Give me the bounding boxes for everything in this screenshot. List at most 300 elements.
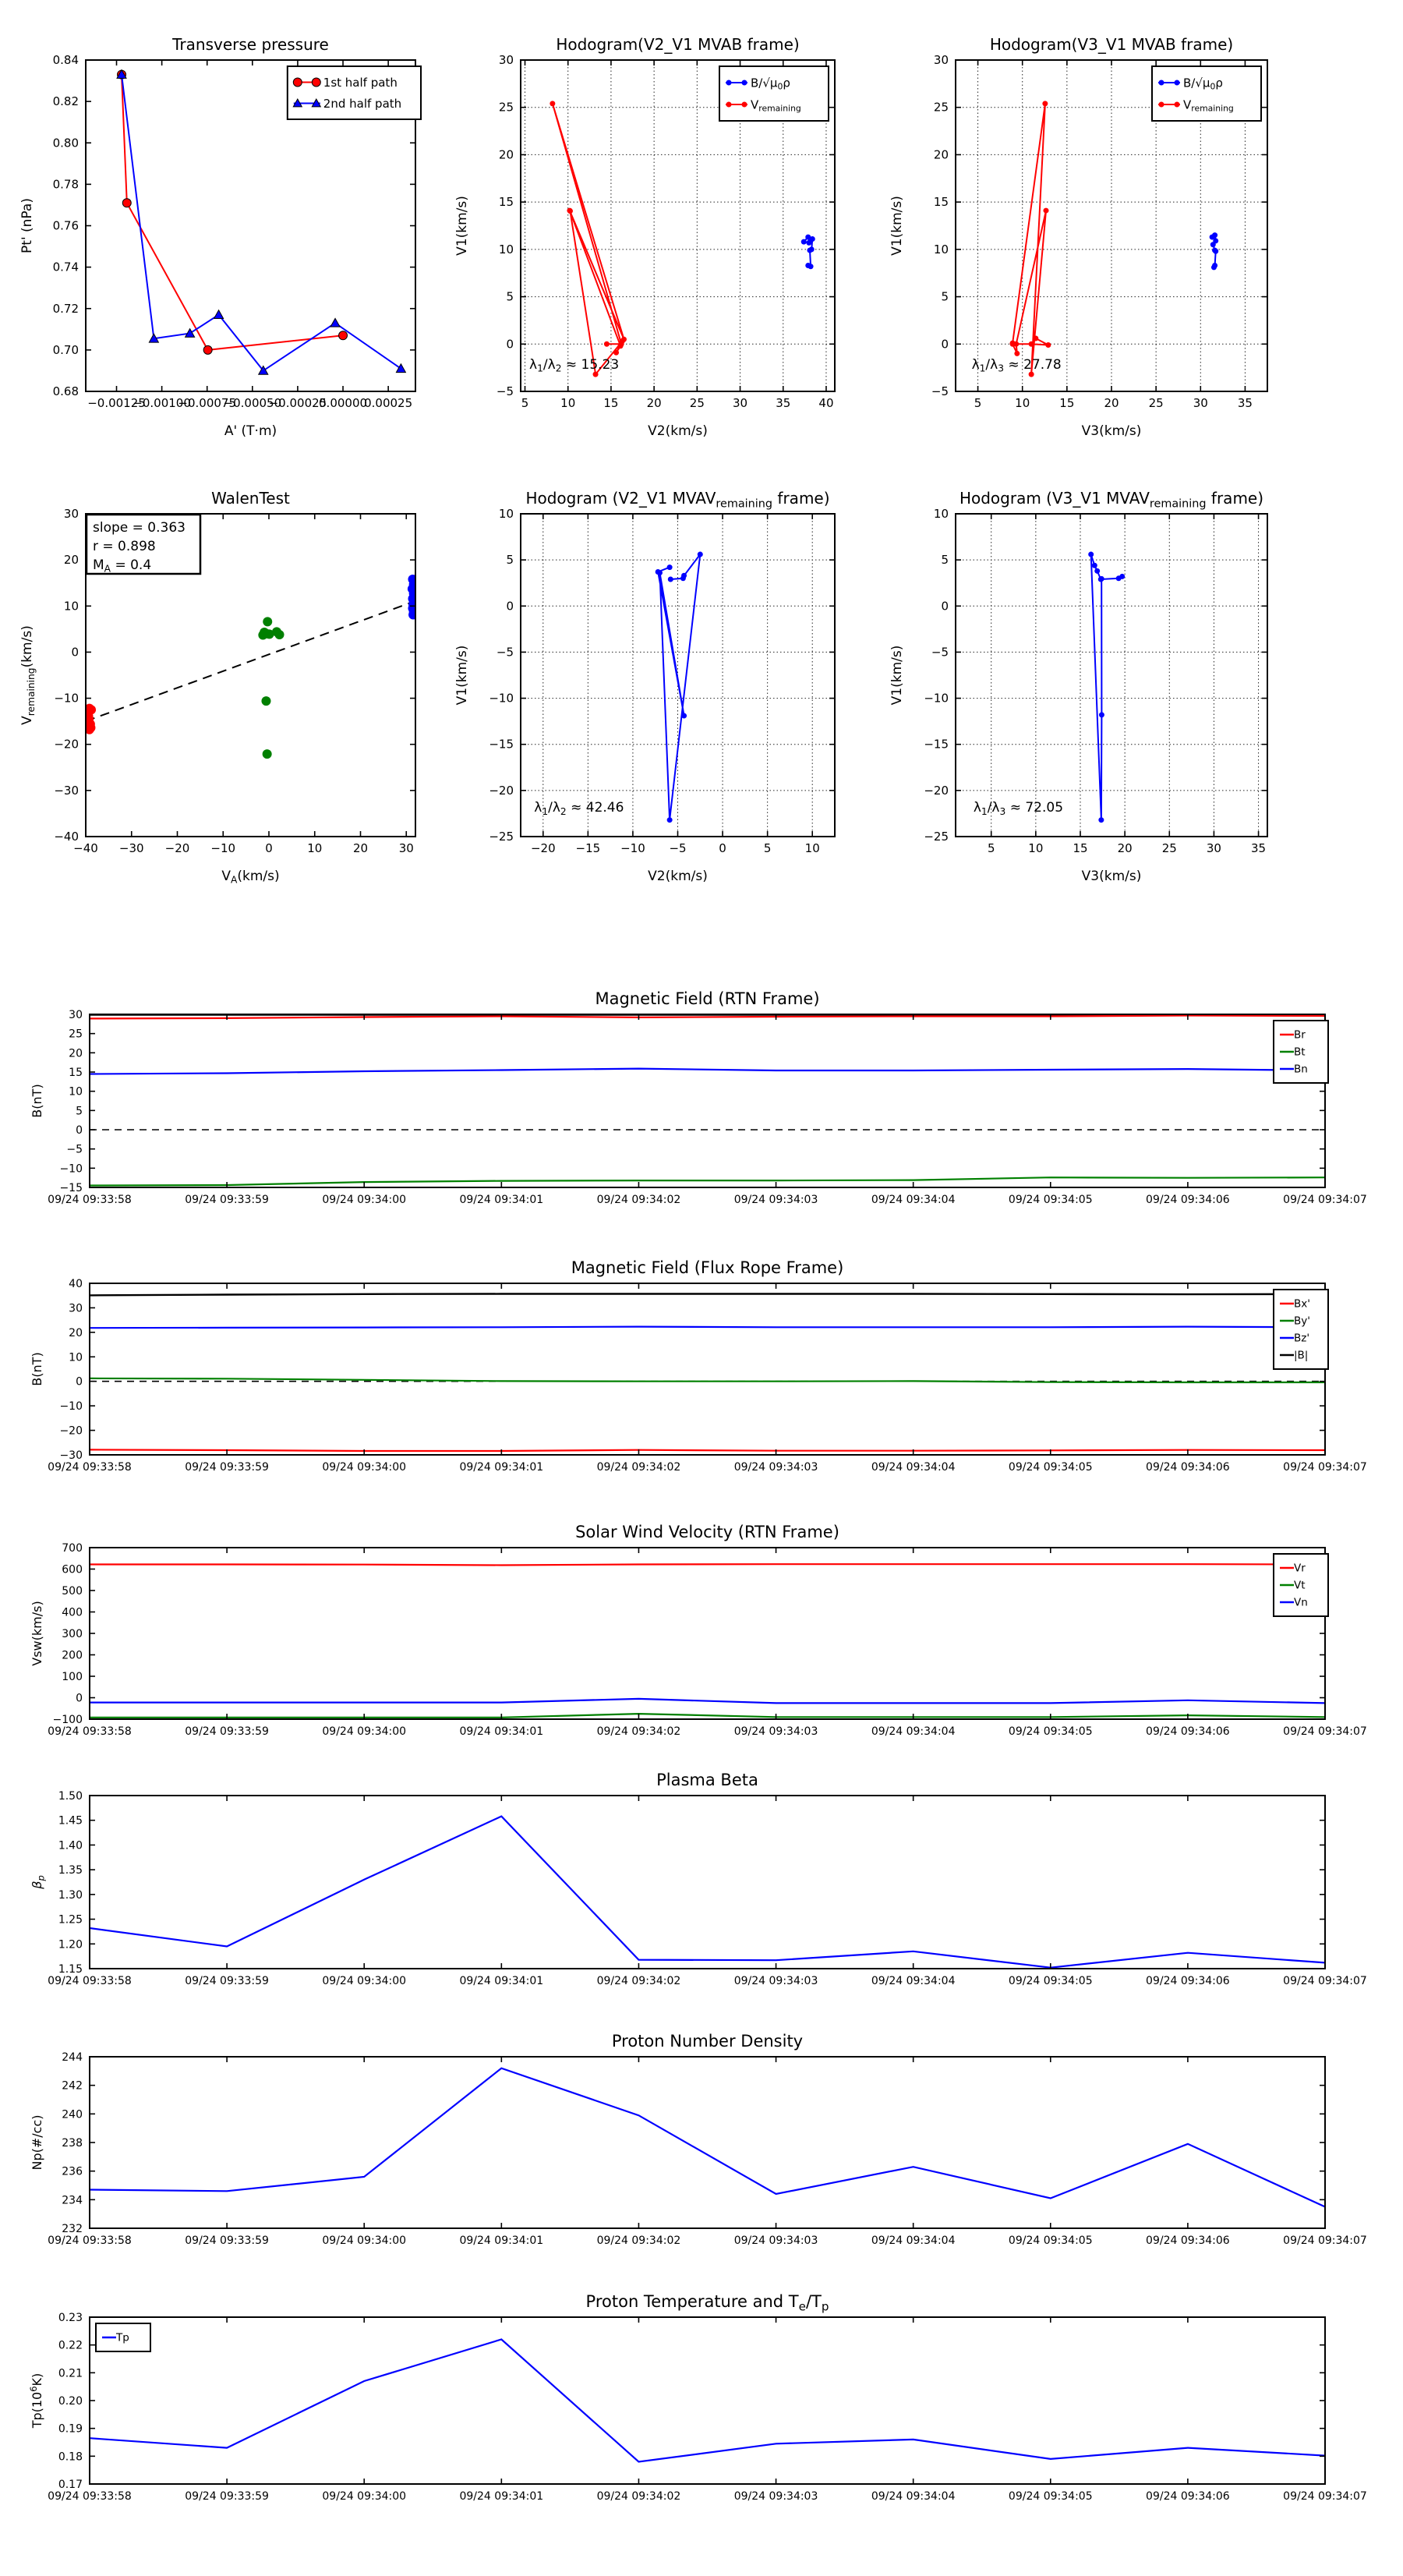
svg-text:09/24 09:34:00: 09/24 09:34:00 (322, 1194, 407, 1206)
tick-labels (48, 1278, 1367, 1474)
svg-text:−100: −100 (52, 1714, 83, 1726)
legend-label: $B/√\mu_0\rho$ (751, 76, 790, 92)
svg-text:0: 0 (76, 1124, 83, 1137)
svg-text:−10: −10 (489, 691, 514, 706)
series-Vt (90, 1714, 1325, 1718)
legend-label: By' (1294, 1315, 1310, 1328)
svg-text:09/24 09:34:01: 09/24 09:34:01 (459, 1194, 544, 1206)
chart-title: Magnetic Field (RTN Frame) (595, 989, 820, 1008)
legend (1274, 1554, 1328, 1616)
svg-text:0.74: 0.74 (52, 260, 79, 274)
svg-text:20: 20 (352, 841, 369, 855)
svg-text:09/24 09:34:07: 09/24 09:34:07 (1283, 1461, 1367, 1474)
chart-hodogram-v2v1-mvab (454, 35, 835, 439)
svg-text:09/24 09:34:03: 09/24 09:34:03 (733, 2490, 818, 2503)
chart-velocity-rtn (30, 1523, 1367, 1738)
markers-b-alfven-path (801, 235, 815, 270)
svg-text:0.22: 0.22 (58, 2339, 83, 2352)
svg-text:09/24 09:34:05: 09/24 09:34:05 (1008, 1975, 1093, 1987)
svg-text:09/24 09:34:03: 09/24 09:34:03 (733, 1975, 818, 1987)
legend-label: Bz' (1294, 1332, 1310, 1345)
svg-text:09/24 09:34:06: 09/24 09:34:06 (1146, 2490, 1230, 2503)
axes-border (90, 2057, 1325, 2228)
axis-ticks (90, 2057, 1325, 2228)
chart-title: Plasma Beta (656, 1771, 758, 1789)
svg-text:5: 5 (76, 1105, 83, 1118)
svg-text:09/24 09:34:04: 09/24 09:34:04 (871, 1194, 956, 1206)
svg-text:−40: −40 (73, 841, 98, 855)
svg-text:09/24 09:33:58: 09/24 09:33:58 (48, 1975, 132, 1987)
svg-text:10: 10 (69, 1351, 83, 1364)
axis-ticks (956, 514, 1267, 837)
svg-text:0.17: 0.17 (58, 2479, 83, 2491)
y-axis-label: V1(km/s) (454, 196, 470, 256)
svg-text:0: 0 (941, 337, 949, 352)
svg-text:5: 5 (974, 396, 982, 410)
svg-text:30: 30 (498, 53, 514, 67)
svg-text:10: 10 (560, 396, 576, 410)
chart-title: Hodogram(V3_V1 MVAB frame) (989, 35, 1234, 54)
info-box (87, 515, 200, 575)
series-group (90, 2068, 1325, 2207)
svg-text:0.76: 0.76 (52, 218, 79, 233)
svg-text:0.00000: 0.00000 (319, 396, 368, 410)
svg-text:−10: −10 (924, 691, 949, 706)
svg-text:09/24 09:34:04: 09/24 09:34:04 (871, 1975, 956, 1987)
svg-text:09/24 09:34:04: 09/24 09:34:04 (871, 1461, 956, 1474)
axis-ticks (90, 1014, 1325, 1187)
svg-text:−30: −30 (54, 783, 79, 798)
svg-text:200: 200 (62, 1649, 83, 1662)
svg-text:09/24 09:34:07: 09/24 09:34:07 (1283, 1194, 1367, 1206)
svg-text:09/24 09:34:05: 09/24 09:34:05 (1008, 1461, 1093, 1474)
legend (1274, 1290, 1328, 1369)
legend-label: |B| (1294, 1349, 1309, 1362)
svg-text:35: 35 (1251, 841, 1267, 855)
series-group (1088, 552, 1125, 823)
series-group (90, 1294, 1325, 1452)
axes-border (90, 1014, 1325, 1187)
svg-text:−30: −30 (118, 841, 144, 855)
chart-title: Hodogram (V3_V1 $MVAV_{remaining}$ frame) (959, 489, 1264, 511)
svg-text:09/24 09:33:59: 09/24 09:33:59 (185, 2235, 269, 2247)
svg-text:242: 242 (62, 2079, 83, 2093)
svg-text:−15: −15 (489, 737, 514, 752)
annotation: $\lambda_1/\lambda_2 \approx 42.46$ (534, 800, 624, 817)
svg-text:09/24 09:34:01: 09/24 09:34:01 (459, 2490, 544, 2503)
svg-text:09/24 09:34:06: 09/24 09:34:06 (1146, 2235, 1230, 2247)
svg-text:−20: −20 (530, 841, 556, 855)
svg-text:20: 20 (646, 396, 662, 410)
svg-text:0.78: 0.78 (52, 177, 79, 192)
svg-text:0.68: 0.68 (52, 384, 79, 398)
svg-text:09/24 09:34:02: 09/24 09:34:02 (596, 2235, 681, 2247)
svg-text:10: 10 (69, 1085, 83, 1099)
svg-text:09/24 09:34:03: 09/24 09:34:03 (733, 2235, 818, 2247)
svg-text:1.30: 1.30 (58, 1888, 83, 1902)
svg-text:09/24 09:34:00: 09/24 09:34:00 (322, 1725, 407, 1738)
series-Tp (90, 2340, 1325, 2462)
series-Vn (90, 1699, 1325, 1704)
svg-text:400: 400 (62, 1606, 83, 1619)
y-axis-label: B(nT) (30, 1084, 44, 1118)
svg-text:09/24 09:34:01: 09/24 09:34:01 (459, 1975, 544, 1987)
legend (1152, 66, 1261, 121)
y-axis-label: V1(km/s) (889, 196, 905, 256)
chart-hodogram-v3v1-mvav (889, 489, 1267, 884)
svg-text:600: 600 (62, 1563, 83, 1576)
svg-text:0.23: 0.23 (58, 2312, 83, 2324)
svg-text:10: 10 (498, 242, 514, 257)
svg-text:09/24 09:34:07: 09/24 09:34:07 (1283, 2235, 1367, 2247)
svg-text:−10: −10 (59, 1400, 83, 1414)
legend-label: 2nd half path (323, 96, 402, 111)
svg-text:09/24 09:34:00: 09/24 09:34:00 (322, 2490, 407, 2503)
svg-text:5: 5 (506, 553, 514, 568)
series-Bt (90, 1177, 1325, 1185)
series-group (656, 552, 703, 823)
svg-text:09/24 09:33:58: 09/24 09:33:58 (48, 2490, 132, 2503)
svg-text:09/24 09:33:59: 09/24 09:33:59 (185, 1194, 269, 1206)
svg-text:30: 30 (933, 53, 949, 67)
svg-text:10: 10 (804, 841, 820, 855)
svg-text:0.72: 0.72 (52, 301, 79, 316)
svg-text:−10: −10 (620, 841, 645, 855)
svg-text:−20: −20 (924, 783, 949, 798)
chart-hodogram-v3v1-mvab (889, 35, 1267, 439)
svg-text:0.20: 0.20 (58, 2395, 83, 2408)
svg-text:244: 244 (62, 2051, 83, 2064)
svg-text:20: 20 (69, 1326, 83, 1339)
svg-text:09/24 09:34:02: 09/24 09:34:02 (596, 1194, 681, 1206)
markers-v-remaining-path (1010, 101, 1051, 377)
series-Bx-prime (90, 1449, 1325, 1451)
chart-mag-rtn (30, 989, 1367, 1206)
axis-ticks (90, 1548, 1325, 1719)
legend-label: $V_{remaining}$ (751, 97, 801, 114)
svg-text:0.19: 0.19 (58, 2422, 83, 2436)
svg-text:−0.00075: −0.00075 (178, 396, 237, 410)
svg-text:09/24 09:34:03: 09/24 09:34:03 (733, 1461, 818, 1474)
series-group (90, 2340, 1325, 2462)
chart-title: Proton Number Density (611, 2032, 804, 2051)
svg-text:−20: −20 (489, 783, 514, 798)
svg-text:25: 25 (498, 100, 514, 115)
legend-label: Vn (1294, 1596, 1308, 1609)
svg-text:−5: −5 (66, 1143, 83, 1156)
svg-text:100: 100 (62, 1671, 83, 1683)
tick-labels (48, 1009, 1367, 1206)
svg-text:09/24 09:34:07: 09/24 09:34:07 (1283, 2490, 1367, 2503)
chart-mag-fluxrope (30, 1258, 1367, 1474)
chart-title: Solar Wind Velocity (RTN Frame) (575, 1523, 839, 1541)
axes-border (90, 1548, 1325, 1719)
svg-text:15: 15 (933, 195, 949, 210)
svg-text:−10: −10 (59, 1162, 83, 1176)
legend-label: Vt (1294, 1579, 1306, 1592)
chart-title: Magnetic Field (Flux Rope Frame) (571, 1258, 844, 1277)
axis-ticks (90, 1796, 1325, 1969)
legend (288, 66, 421, 119)
legend-label: Bx' (1294, 1297, 1310, 1311)
svg-text:09/24 09:33:58: 09/24 09:33:58 (48, 2235, 132, 2247)
legend-label: Bt (1294, 1046, 1306, 1059)
svg-text:09/24 09:34:03: 09/24 09:34:03 (733, 1194, 818, 1206)
svg-text:09/24 09:34:04: 09/24 09:34:04 (871, 2235, 956, 2247)
axis-ticks (90, 1283, 1325, 1455)
svg-text:240: 240 (62, 2108, 83, 2121)
svg-text:−5: −5 (669, 841, 687, 855)
svg-text:15: 15 (69, 1067, 83, 1079)
svg-text:20: 20 (1104, 396, 1119, 410)
svg-text:09/24 09:33:59: 09/24 09:33:59 (185, 1461, 269, 1474)
svg-text:1.35: 1.35 (58, 1864, 83, 1877)
svg-text:09/24 09:34:05: 09/24 09:34:05 (1008, 2490, 1093, 2503)
svg-text:09/24 09:33:59: 09/24 09:33:59 (185, 1725, 269, 1738)
svg-text:15: 15 (603, 396, 619, 410)
x-axis-label: V3(km/s) (1081, 423, 1142, 439)
chart-transverse-pressure (19, 35, 421, 439)
svg-text:0.82: 0.82 (52, 94, 79, 109)
svg-text:0: 0 (506, 599, 514, 614)
svg-text:1.20: 1.20 (58, 1938, 83, 1951)
svg-text:0: 0 (719, 841, 726, 855)
svg-text:−20: −20 (164, 841, 190, 855)
svg-text:20: 20 (498, 147, 514, 162)
svg-text:30: 30 (69, 1302, 83, 1315)
series-Bmag (90, 1294, 1325, 1296)
svg-text:−5: −5 (931, 645, 949, 660)
info-box-line: r = 0.898 (93, 539, 156, 554)
svg-text:30: 30 (733, 396, 748, 410)
svg-text:09/24 09:34:04: 09/24 09:34:04 (871, 1725, 956, 1738)
svg-text:1.40: 1.40 (58, 1839, 83, 1852)
svg-text:0.18: 0.18 (58, 2450, 83, 2464)
svg-text:20: 20 (63, 553, 79, 568)
axes-border (90, 1796, 1325, 1969)
axes-border (956, 514, 1267, 837)
svg-text:10: 10 (1015, 396, 1030, 410)
annotation: $\lambda_1/\lambda_2 \approx 15.23$ (529, 356, 620, 374)
svg-text:0: 0 (941, 599, 949, 614)
legend-label: Tp (116, 2331, 129, 2344)
annotation: $\lambda_1/\lambda_3 \approx 27.78$ (971, 356, 1062, 374)
legend-label: $B/√\mu_0\rho$ (1183, 76, 1223, 92)
legend-label: 1st half path (323, 75, 398, 90)
svg-text:09/24 09:34:00: 09/24 09:34:00 (322, 1975, 407, 1987)
svg-text:238: 238 (62, 2137, 83, 2150)
legend-label: $V_{remaining}$ (1183, 97, 1234, 114)
x-axis-label: V3(km/s) (1081, 869, 1142, 884)
x-axis-label: V2(km/s) (648, 423, 708, 439)
chart-proton-temperature (28, 2292, 1367, 2503)
y-axis-label: V1(km/s) (889, 645, 905, 706)
series-group (90, 1817, 1325, 1968)
chart-title: Proton Temperature and $T_e/T_p$ (585, 2292, 829, 2314)
svg-text:40: 40 (69, 1278, 83, 1290)
svg-text:15: 15 (498, 195, 514, 210)
x-axis-label: $V_A(km/s)$ (221, 869, 280, 886)
chart-title: Transverse pressure (172, 35, 329, 54)
svg-text:−0.00050: −0.00050 (223, 396, 282, 410)
svg-text:09/24 09:34:06: 09/24 09:34:06 (1146, 1975, 1230, 1987)
y-axis-label: Np(#/cc) (30, 2114, 44, 2171)
series-beta-p (90, 1817, 1325, 1968)
svg-text:1.50: 1.50 (58, 1790, 83, 1803)
svg-text:30: 30 (398, 841, 414, 855)
series-group (1010, 101, 1219, 377)
markers-b-alfven-path (1210, 232, 1219, 270)
svg-text:35: 35 (1237, 396, 1253, 410)
svg-text:09/24 09:34:07: 09/24 09:34:07 (1283, 1725, 1367, 1738)
svg-text:15: 15 (1059, 396, 1075, 410)
svg-text:09/24 09:34:02: 09/24 09:34:02 (596, 1461, 681, 1474)
svg-text:09/24 09:34:02: 09/24 09:34:02 (596, 1975, 681, 1987)
legend-label: Vr (1294, 1562, 1306, 1575)
svg-text:09/24 09:33:58: 09/24 09:33:58 (48, 1725, 132, 1738)
svg-text:−20: −20 (59, 1424, 83, 1438)
y-axis-label: B(nT) (30, 1352, 44, 1386)
markers-center-points (258, 617, 284, 759)
y-axis-label: Pt' (nPa) (19, 198, 35, 253)
svg-text:−25: −25 (924, 830, 949, 844)
svg-text:09/24 09:34:01: 09/24 09:34:01 (459, 2235, 544, 2247)
svg-text:0: 0 (76, 1375, 83, 1389)
svg-text:25: 25 (1148, 396, 1164, 410)
markers-second-half-points (408, 575, 419, 620)
chart-title: Hodogram (V2_V1 $MVAV_{remaining}$ frame) (525, 489, 830, 511)
svg-text:30: 30 (1193, 396, 1208, 410)
series-Bz-prime (90, 1327, 1325, 1329)
series-group (90, 1564, 1325, 1718)
svg-text:09/24 09:34:06: 09/24 09:34:06 (1146, 1725, 1230, 1738)
legend (1274, 1021, 1328, 1083)
svg-text:10: 10 (933, 507, 949, 521)
legend-label: Bn (1294, 1063, 1308, 1076)
chart-proton-density (30, 2032, 1367, 2247)
tick-labels (48, 2312, 1367, 2503)
svg-text:30: 30 (63, 507, 79, 521)
svg-text:09/24 09:34:04: 09/24 09:34:04 (871, 2490, 956, 2503)
svg-text:5: 5 (987, 841, 995, 855)
svg-text:−5: −5 (931, 384, 949, 398)
svg-text:−25: −25 (489, 830, 514, 844)
svg-text:09/24 09:34:00: 09/24 09:34:00 (322, 1461, 407, 1474)
series-By-prime (90, 1378, 1325, 1382)
svg-text:20: 20 (69, 1047, 83, 1060)
svg-text:−0.00025: −0.00025 (268, 396, 327, 410)
svg-text:09/24 09:33:59: 09/24 09:33:59 (185, 2490, 269, 2503)
svg-text:09/24 09:34:05: 09/24 09:34:05 (1008, 2235, 1093, 2247)
svg-text:−40: −40 (54, 830, 79, 844)
svg-text:−5: −5 (496, 645, 514, 660)
svg-text:09/24 09:34:02: 09/24 09:34:02 (596, 2490, 681, 2503)
svg-text:09/24 09:34:06: 09/24 09:34:06 (1146, 1461, 1230, 1474)
series-Vr (90, 1564, 1325, 1565)
svg-text:700: 700 (62, 1542, 83, 1555)
tick-labels (48, 1790, 1367, 1987)
svg-text:−0.00100: −0.00100 (133, 396, 191, 410)
series-Bn (90, 1069, 1325, 1074)
series-group (84, 575, 419, 759)
svg-text:−15: −15 (924, 737, 949, 752)
svg-text:−20: −20 (54, 737, 79, 752)
x-axis-label: A' (T·m) (224, 423, 277, 439)
series-Np (90, 2068, 1325, 2207)
svg-text:1.15: 1.15 (58, 1963, 83, 1976)
svg-text:09/24 09:34:01: 09/24 09:34:01 (459, 1461, 544, 1474)
series-v-path (1091, 554, 1122, 820)
svg-text:09/24 09:34:05: 09/24 09:34:05 (1008, 1725, 1093, 1738)
tick-labels (48, 2051, 1367, 2247)
svg-text:10: 10 (63, 599, 79, 614)
series-v-remaining-path (553, 104, 624, 374)
svg-text:236: 236 (62, 2165, 83, 2178)
chart-hodogram-v2v1-mvav (454, 489, 835, 884)
y-axis-label: Vsw(km/s) (30, 1601, 44, 1666)
series-v-path (658, 554, 700, 820)
svg-text:0: 0 (71, 645, 79, 660)
series-fit-line (86, 601, 415, 721)
svg-text:35: 35 (776, 396, 791, 410)
svg-text:5: 5 (521, 396, 529, 410)
series-v-remaining-path (1012, 104, 1048, 374)
svg-text:25: 25 (689, 396, 705, 410)
svg-text:0.00025: 0.00025 (364, 396, 413, 410)
svg-text:20: 20 (1117, 841, 1133, 855)
svg-text:09/24 09:33:58: 09/24 09:33:58 (48, 1461, 132, 1474)
svg-text:10: 10 (933, 242, 949, 257)
svg-text:09/24 09:34:02: 09/24 09:34:02 (596, 1725, 681, 1738)
svg-text:09/24 09:34:00: 09/24 09:34:00 (322, 2235, 407, 2247)
y-axis-label: V1(km/s) (454, 645, 470, 706)
svg-text:1.25: 1.25 (58, 1913, 83, 1927)
svg-text:−15: −15 (59, 1182, 83, 1194)
svg-text:10: 10 (307, 841, 323, 855)
svg-text:0.84: 0.84 (52, 53, 79, 67)
svg-text:25: 25 (1161, 841, 1177, 855)
chart-plasma-beta (30, 1771, 1367, 1987)
svg-text:−15: −15 (575, 841, 601, 855)
grid (956, 514, 1267, 837)
svg-text:0: 0 (265, 841, 273, 855)
chart-title: WalenTest (211, 489, 290, 508)
svg-text:09/24 09:34:05: 09/24 09:34:05 (1008, 1194, 1093, 1206)
svg-text:0: 0 (506, 337, 514, 352)
svg-text:0: 0 (76, 1692, 83, 1705)
svg-text:25: 25 (69, 1028, 83, 1041)
svg-text:−5: −5 (496, 384, 514, 398)
chart-walen-test (19, 489, 419, 886)
axes-border (90, 1283, 1325, 1455)
svg-text:−10: −10 (210, 841, 236, 855)
annotation: $\lambda_1/\lambda_3 \approx 72.05$ (973, 800, 1064, 817)
svg-text:09/24 09:33:59: 09/24 09:33:59 (185, 1975, 269, 1987)
series-group (90, 1014, 1325, 1186)
markers-v-remaining-path (550, 101, 627, 377)
axis-ticks (90, 2317, 1325, 2484)
svg-text:0.21: 0.21 (58, 2367, 83, 2380)
svg-text:09/24 09:34:01: 09/24 09:34:01 (459, 1725, 544, 1738)
svg-text:5: 5 (941, 553, 949, 568)
svg-text:09/24 09:34:07: 09/24 09:34:07 (1283, 1975, 1367, 1987)
svg-text:09/24 09:34:03: 09/24 09:34:03 (733, 1725, 818, 1738)
svg-text:−10: −10 (54, 691, 79, 706)
svg-text:300: 300 (62, 1628, 83, 1640)
svg-text:09/24 09:34:06: 09/24 09:34:06 (1146, 1194, 1230, 1206)
info-box-line: $M_A = 0.4$ (93, 557, 152, 575)
svg-text:5: 5 (941, 289, 949, 304)
